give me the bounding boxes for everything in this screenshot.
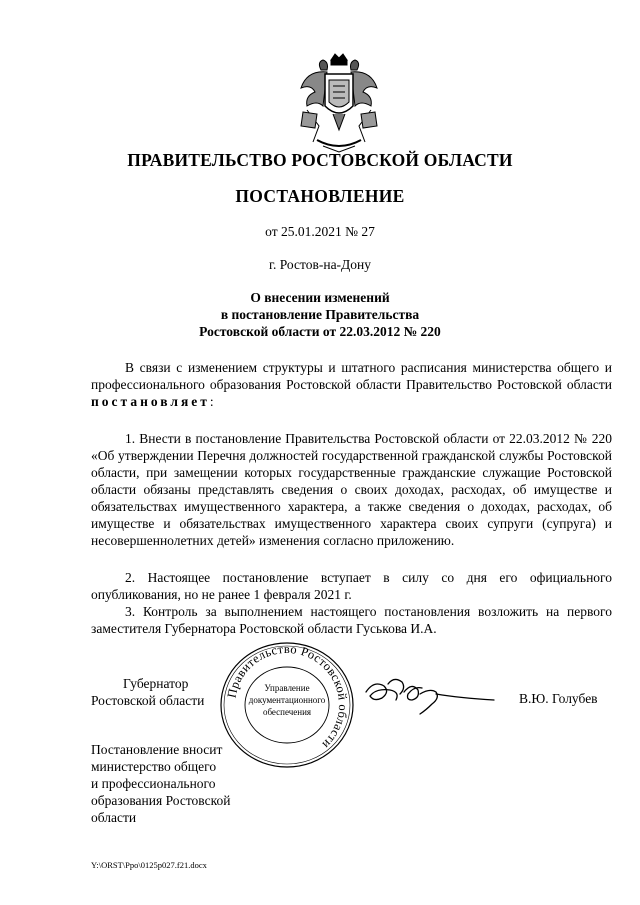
note-line: Постановление вносит bbox=[91, 742, 223, 757]
signatory-position-line: Ростовской области bbox=[91, 693, 205, 708]
preamble-text: В связи с изменением структуры и штатного расписания министерства общего и профессионального образования Ростовской области Правительство Ростовской области bbox=[91, 360, 612, 392]
note-line: образования Ростовской bbox=[91, 793, 231, 808]
paragraph-1: 1. Внести в постановление Правительства Ростовской области от 22.03.2012 № 220 «Об утверждении Перечня должностей государственной гражданской службы Ростовской области, при замещении которых государственные гражданские служащие Ростовской области обязаны представлять сведения о своих доходах, расходах, об имуществе и обязательствах имущественного характера, а также сведения о доходах, расходах, об имуществе и обязательствах имущественного характера своих супруги (супруга) и несовершеннолетних детей» изменения согласно приложению. bbox=[91, 431, 612, 548]
subject-line: Ростовской области от 22.03.2012 № 220 bbox=[199, 324, 441, 339]
note-line: и профессионального bbox=[91, 776, 216, 791]
coat-of-arms-icon bbox=[293, 52, 385, 156]
document-city: г. Ростов-на-Дону bbox=[268, 257, 371, 272]
preamble-paragraph bbox=[91, 359, 612, 410]
signatory-position-line: Губернатор bbox=[123, 676, 189, 691]
paragraph-3: 3. Контроль за выполнением настоящего постановления возложить на первого заместителя Губернатора Ростовской области Гуськова И.А. bbox=[91, 604, 612, 636]
svg-text:Управление: Управление bbox=[264, 683, 310, 693]
svg-text:обеспечения: обеспечения bbox=[262, 707, 312, 717]
paragraph-2: 2. Настоящее постановление вступает в силу со дня его официального опубликования, но не ранее 1 февраля 2021 г. bbox=[91, 570, 612, 602]
document-subject bbox=[0, 289, 640, 340]
preamble-end: : bbox=[209, 394, 214, 409]
submission-note bbox=[91, 741, 261, 826]
subject-line: О внесении изменений bbox=[250, 290, 390, 305]
government-title: ПРАВИТЕЛЬСТВО РОСТОВСКОЙ ОБЛАСТИ bbox=[127, 150, 513, 170]
svg-text:документационного: документационного bbox=[248, 695, 326, 705]
svg-text:Правительство Ростовской облас: Правительство Ростовской области bbox=[224, 641, 351, 752]
signatory-name: В.Ю. Голубев bbox=[519, 691, 598, 706]
file-path: Y:\ORST\Ppo\0125p027.f21.docx bbox=[91, 860, 207, 870]
note-line: министерство общего bbox=[91, 759, 217, 774]
subject-line: в постановление Правительства bbox=[220, 307, 420, 322]
preamble-decree-word: постановляет bbox=[91, 394, 210, 409]
document-date-number: от 25.01.2021 № 27 bbox=[265, 224, 375, 239]
document-type: ПОСТАНОВЛЕНИЕ bbox=[235, 186, 405, 206]
note-line: области bbox=[91, 810, 137, 825]
handwritten-signature bbox=[360, 670, 500, 718]
